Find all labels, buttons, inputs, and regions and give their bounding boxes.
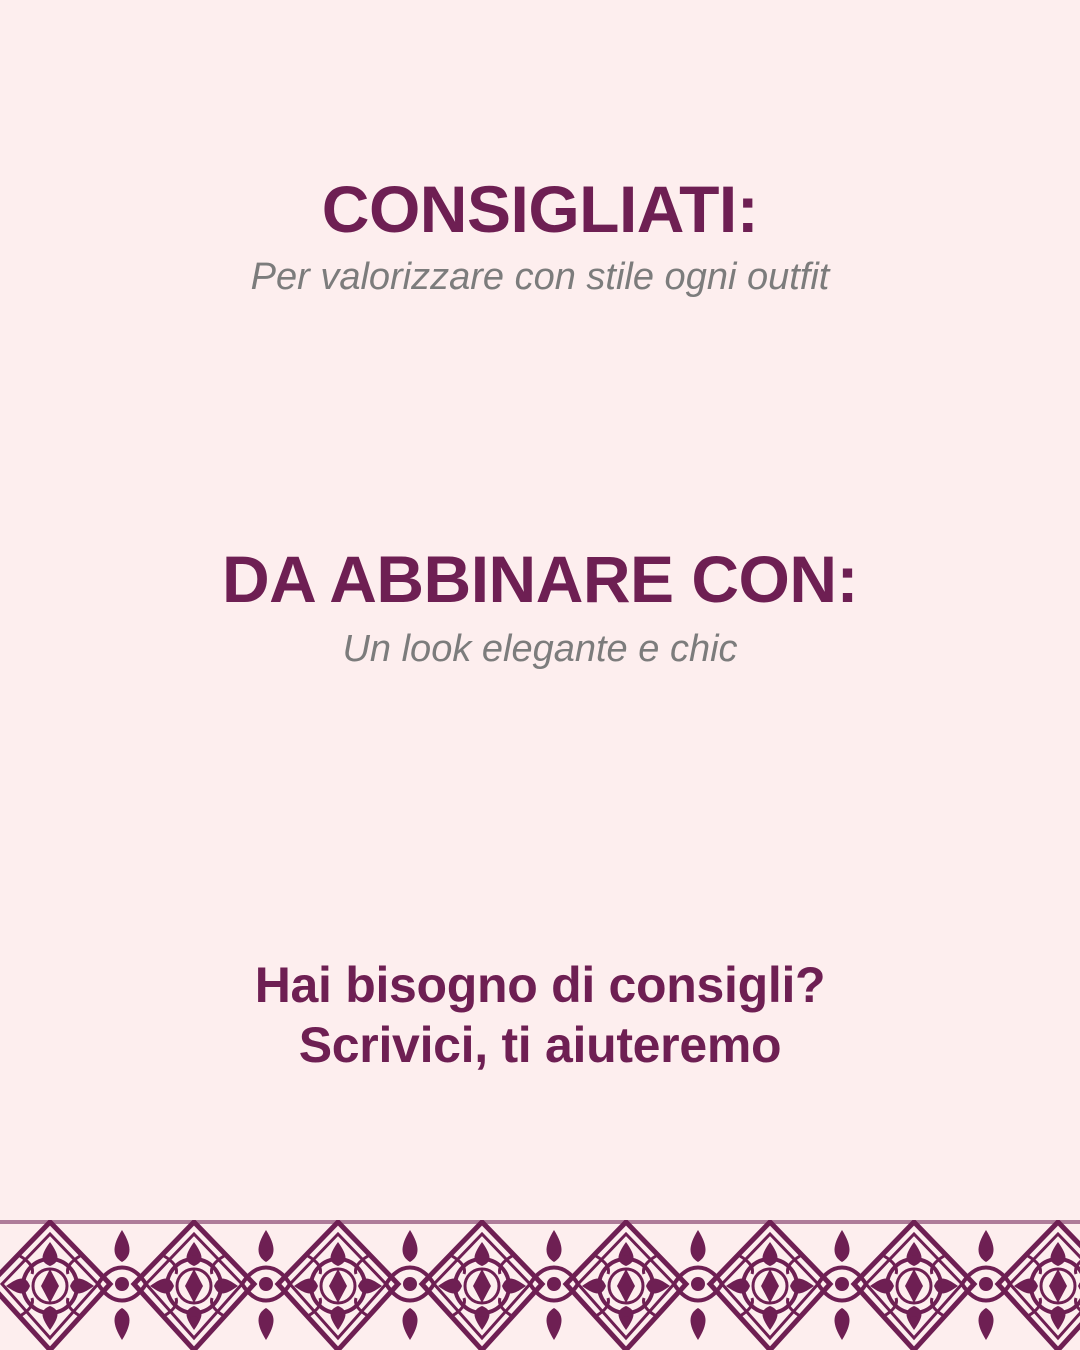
cta-line-2: Scrivici, ti aiuteremo	[298, 1017, 782, 1073]
pairing-heading: DA ABBINARE CON:	[221, 542, 859, 616]
recommended-subheading: Per valorizzare con stile ogni outfit	[250, 256, 830, 299]
recommended-heading: CONSIGLIATI:	[321, 172, 759, 246]
pairing-subheading: Un look elegante e chic	[342, 628, 738, 671]
section-pairing	[0, 542, 1080, 672]
cta-line-1: Hai bisogno di consigli?	[254, 957, 826, 1013]
floral-damask-border-icon	[0, 1220, 1080, 1350]
section-call-to-action	[0, 955, 1080, 1075]
section-recommended	[0, 172, 1080, 300]
